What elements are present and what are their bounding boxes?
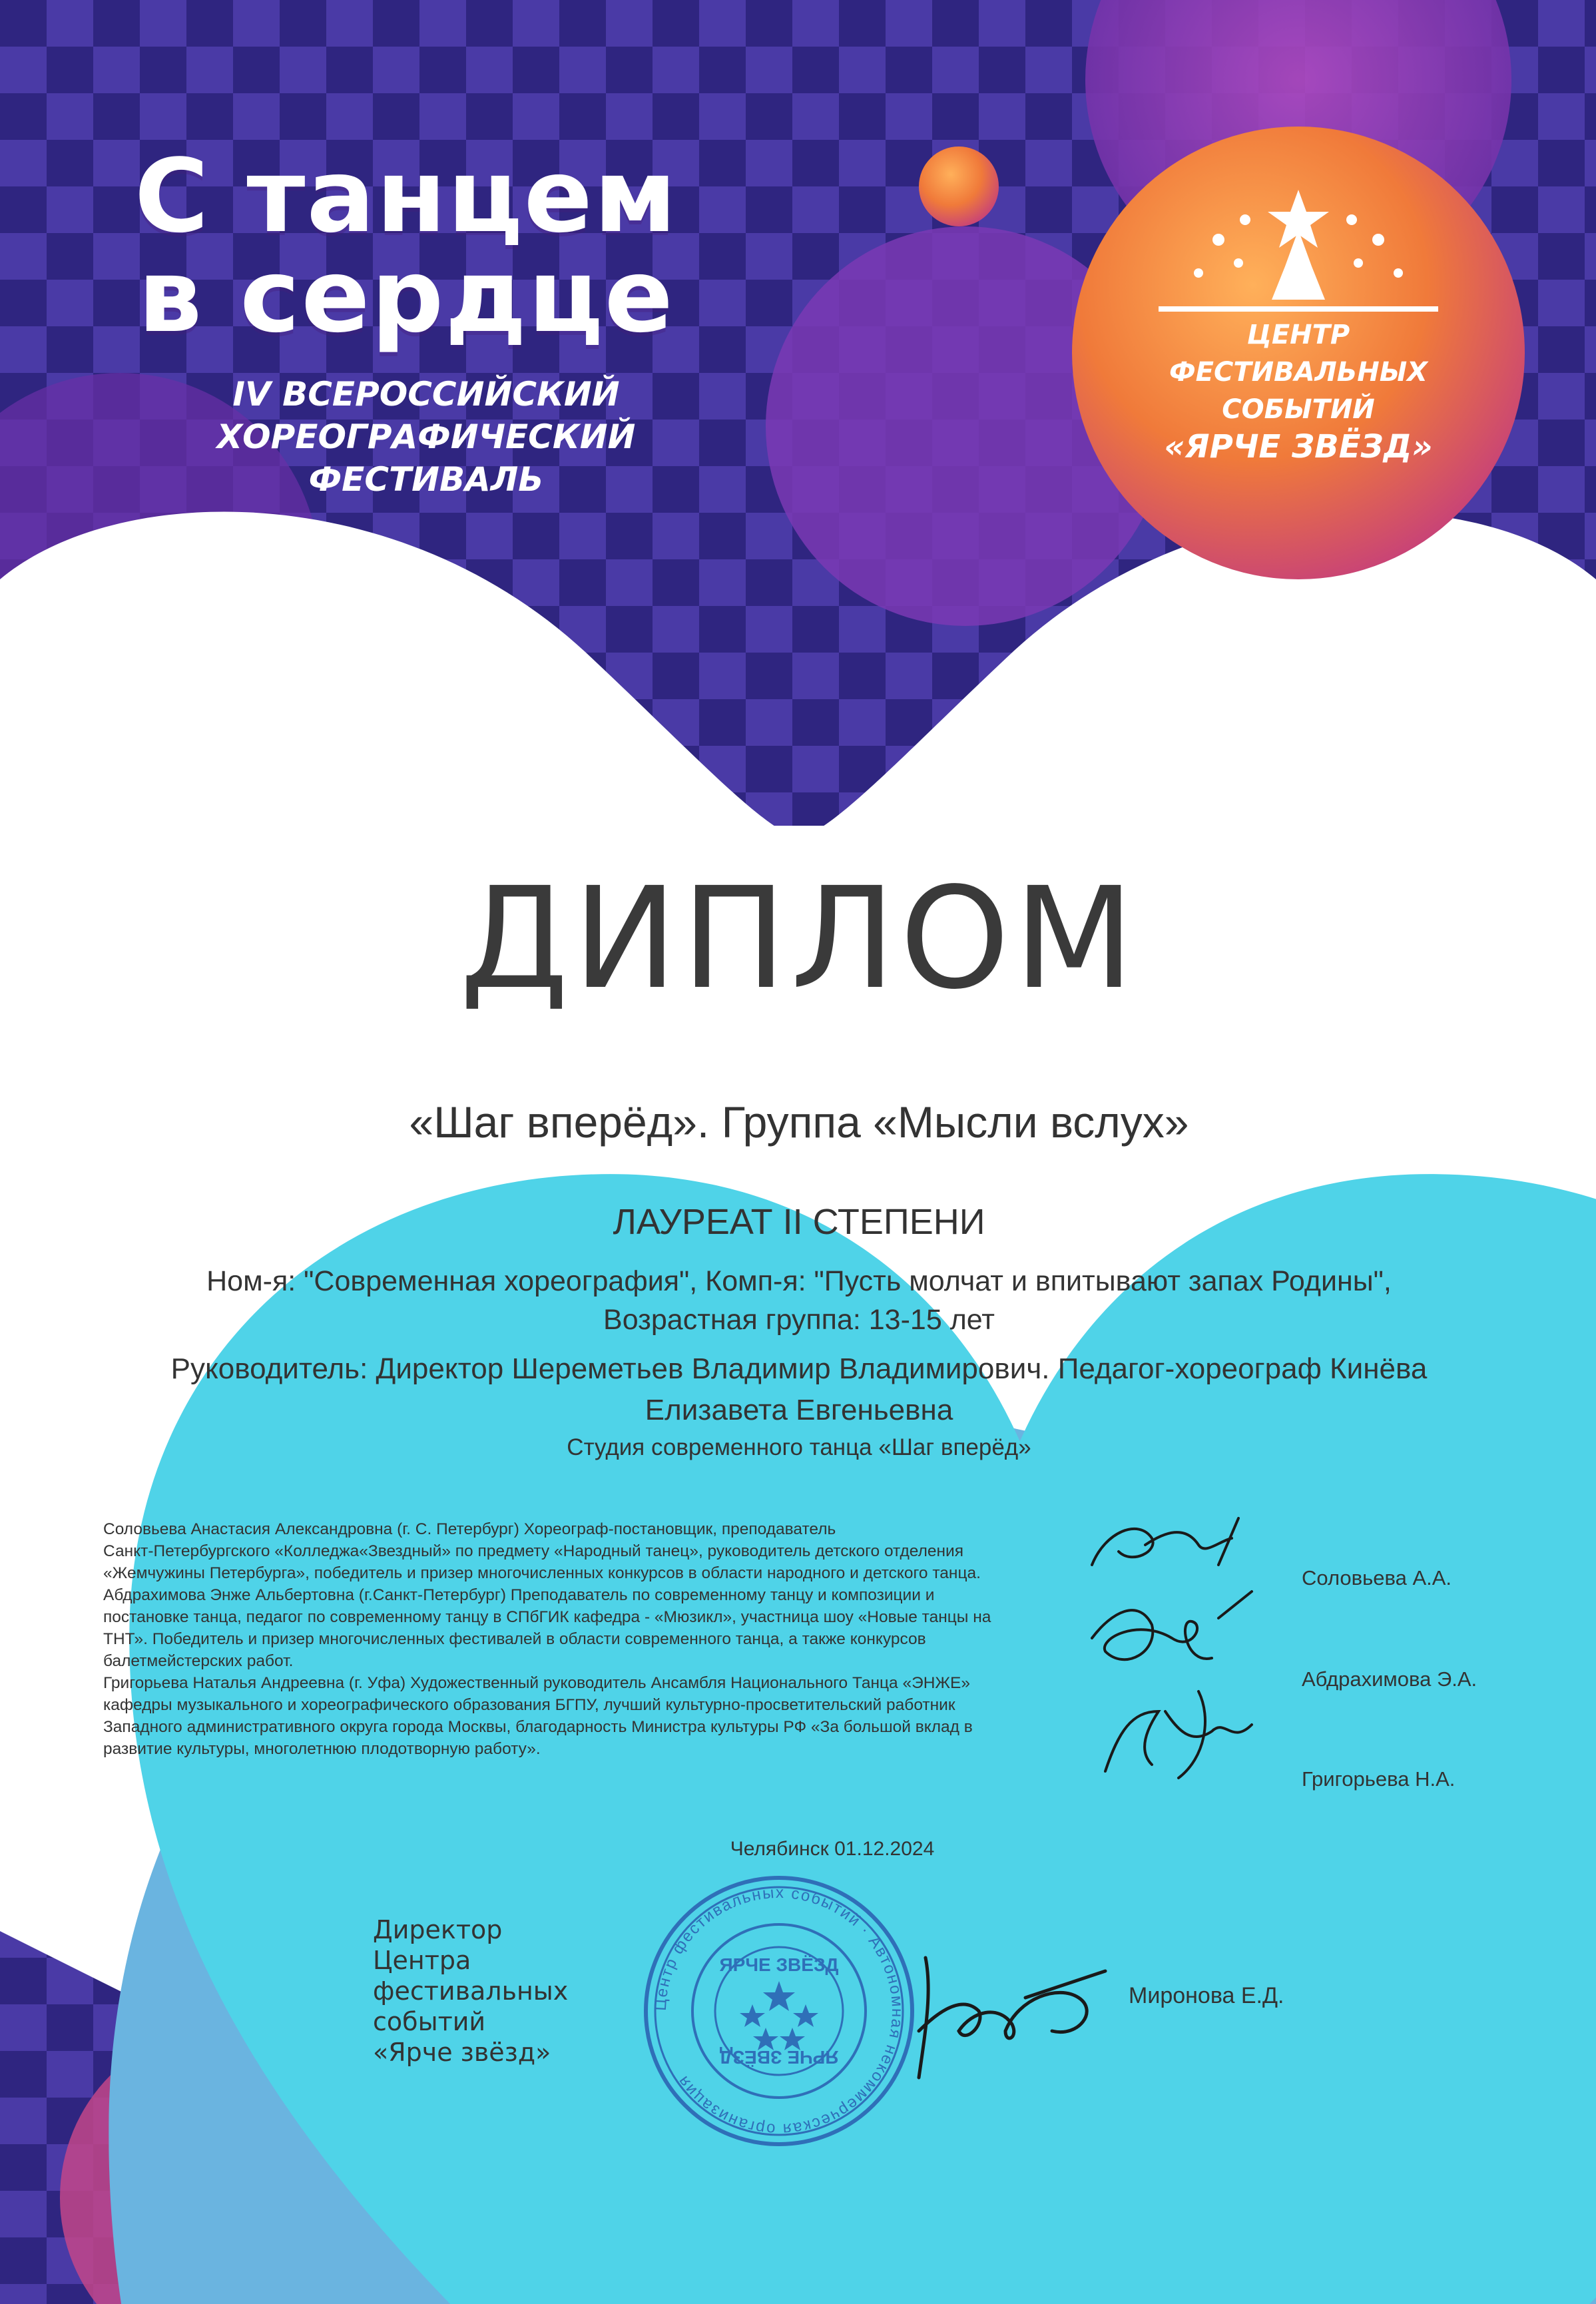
director-label-line2: Центра — [373, 1946, 471, 1975]
signature-2 — [1092, 1591, 1252, 1659]
director-label-line1: Директор — [373, 1915, 503, 1944]
jury-1-bio-line3: «Жемчужины Петербурга», победитель и призер многочисленных конкурсов в области народного и детского танца. — [103, 1564, 981, 1582]
organizer-logo-line1: ЦЕНТР — [1246, 320, 1350, 350]
jury-3-bio-line1: Григорьева Наталья Андреевна (г. Уфа) Художественный руководитель Ансамбля Национального Танца «ЭНЖЕ» — [103, 1674, 970, 1692]
stamp-inner-bottom: ЯРЧЕ ЗВЁЗД — [719, 2047, 839, 2068]
signature-1 — [1092, 1518, 1238, 1565]
jury-1-name: Соловьева А.А. — [1302, 1566, 1452, 1589]
stamp-outer-text: Центр фестивальных событий · Автономная некоммерческая организация — [651, 1883, 907, 2139]
director-name: Миронова Е.Д. — [1129, 1983, 1284, 2008]
nomination-line1: Ном-я: "Современная хореография", Комп-я: "Пусть молчат и впитывают запах Родины", — [206, 1265, 1392, 1297]
nomination-info — [120, 1262, 1478, 1339]
place-and-date: Челябинск 01.12.2024 — [730, 1838, 935, 1860]
jury-2-bio-line1: Абдрахимова Энже Альбертовна (г.Санкт-Петербург) Преподаватель по современному танцу и композиции и — [103, 1586, 935, 1604]
director-label-line3: фестивальных — [373, 1976, 569, 2006]
jury-2-bio-line4: балетмейстерских работ. — [103, 1652, 294, 1670]
jury-3-bio-line4: развитие культуры, многолетнюю плодотворную работу». — [103, 1740, 541, 1758]
jury-1-bio-line1: Соловьева Анастасия Александровна (г. С. Петербург) Хореограф-постановщик, преподаватель — [103, 1520, 836, 1538]
jury-3-bio-line3: Западного административного округа города Москвы, благодарность Министра культуры РФ «За большой вклад в — [103, 1718, 973, 1736]
director-label — [373, 1914, 626, 2068]
director-signature — [906, 1931, 1119, 2084]
organizer-logo-line2: ФЕСТИВАЛЬНЫХ — [1169, 357, 1428, 388]
jury-bios — [103, 1518, 1089, 1760]
stamp-stars — [740, 1981, 818, 2050]
jury-2-name: Абдрахимова Э.А. — [1302, 1667, 1477, 1691]
stamp-inner-top: ЯРЧЕ ЗВЁЗД — [719, 1954, 839, 1975]
jury-3-bio-line2: кафедры музыкального и хореографического образования БГПУ, лучший культурно-просветительский работник — [103, 1696, 955, 1714]
diploma-title: ДИПЛОМ — [459, 857, 1139, 1020]
festival-subtitle-line1: IV ВСЕРОССИЙСКИЙ — [232, 375, 620, 414]
organizer-logo-brand: «ЯРЧЕ ЗВЁЗД» — [1164, 428, 1433, 465]
award-level: ЛАУРЕАТ II СТЕПЕНИ — [613, 1202, 985, 1242]
festival-subtitle-line3: ФЕСТИВАЛЬ — [308, 460, 544, 499]
jury-3-name: Григорьева Н.А. — [1302, 1767, 1456, 1791]
director-label-line4: событий — [373, 2007, 486, 2036]
festival-subtitle — [173, 373, 679, 501]
recipient-name: «Шаг вперёд». Группа «Мысли вслух» — [409, 1097, 1189, 1147]
studio-name: Студия современного танца «Шаг вперёд» — [567, 1434, 1031, 1460]
festival-title-line1: С танцем — [134, 137, 678, 255]
director-label-line5: «Ярче звёзд» — [373, 2038, 551, 2067]
jury-1-bio-line2: Санкт-Петербургского «Колледжа«Звездный» по предмету «Народный танец», руководитель детского отделения — [103, 1542, 963, 1560]
signature-3 — [1105, 1691, 1252, 1778]
jury-2-bio-line3: ТНТ». Победитель и призер многочисленных фестивалей в области современного танца, а также конкурсов — [103, 1630, 926, 1648]
leader-info — [120, 1348, 1478, 1431]
leader-line1: Руководитель: Директор Шереметьев Владимир Владимирович. Педагог-хореограф Кинёва — [170, 1352, 1428, 1385]
organizer-logo-line3: СОБЫТИЙ — [1222, 394, 1375, 425]
svg-text:Центр фестивальных событий · А — [652, 1884, 906, 2138]
organizer-logo — [1125, 316, 1471, 465]
organization-stamp — [639, 1871, 919, 2151]
jury-2-bio-line2: постановке танца, педагог по современному танцу в СПбГИК кафедра - «Мюзикл», участница шоу «Новые танцы на — [103, 1608, 991, 1626]
jury-signatures — [1079, 1492, 1318, 1785]
nomination-line2: Возрастная группа: 13-15 лет — [603, 1304, 995, 1336]
festival-title-line2: в сердце — [138, 237, 674, 355]
leader-line2: Елизавета Евгеньевна — [645, 1394, 953, 1426]
festival-title — [80, 137, 732, 355]
festival-subtitle-line2: ХОРЕОГРАФИЧЕСКИЙ — [216, 418, 636, 456]
